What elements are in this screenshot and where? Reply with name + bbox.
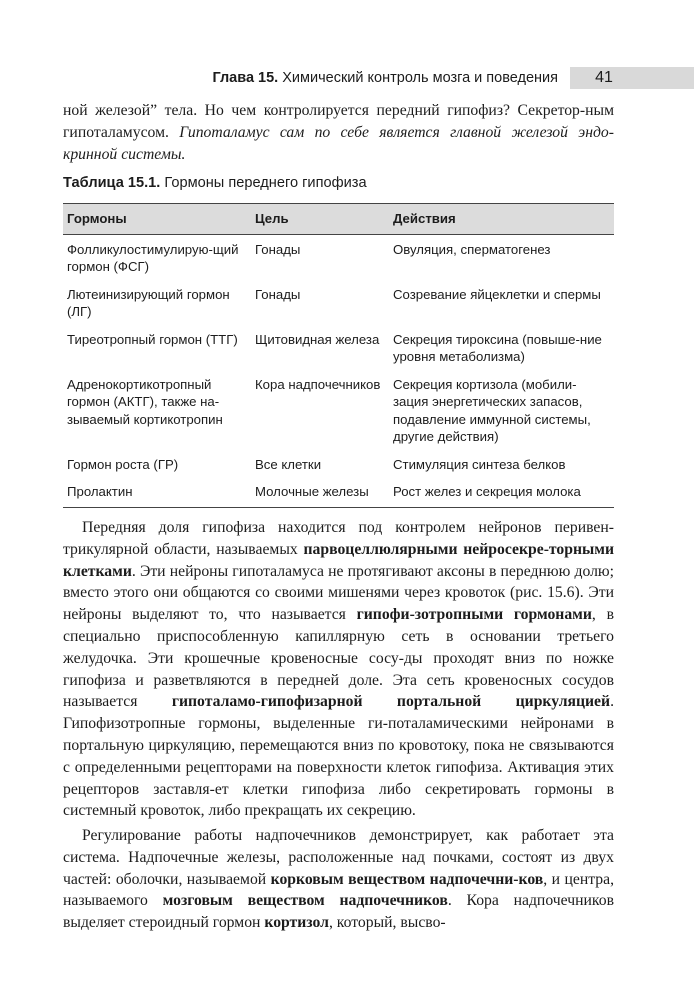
table-cell: Лютеинизирующий гормон (ЛГ) [67, 286, 230, 319]
table-cell: Гормон роста (ГР) [67, 456, 179, 472]
text-run: Передняя доля гипофиза находится под контролем нейронов перивен-трикулярной области, называемых [63, 519, 614, 558]
chapter-name: Химический контроль мозга и поведения [282, 70, 558, 86]
text-run: , который, высво- [328, 914, 446, 932]
text-run: , и центра, называемого [63, 870, 614, 910]
term-bold: кортизол [264, 914, 329, 932]
intro-paragraph [63, 100, 614, 165]
table-cell: Гонады [255, 241, 301, 257]
table-header-row [63, 204, 614, 235]
table-cell: Фолликулостимулирую-щий гормон (ФСГ) [67, 241, 239, 274]
table-cell: Кора надпочечников [255, 376, 381, 392]
page-number: 41 [595, 69, 613, 86]
running-header [0, 67, 694, 89]
intro-italic: Гипоталамус сам по себе является главной железой эндо-кринной системы. [63, 123, 614, 163]
text-run: . Эти нейроны гипоталамуса не протягивают аксоны в переднюю долю; вместо этого они общаются со своими мишенями через кровоток (рис. 15.6). Эти нейроны выделяют то, что называется [63, 562, 614, 624]
table-row [63, 370, 614, 450]
table-cell: Секреция тироксина (повыше-ние уровня метаболизма) [393, 331, 602, 364]
table-cell: Секреция кортизола (мобили-зация энергетических запасов, подавление иммунной системы, другие действия) [393, 376, 591, 444]
table-cell: Созревание яйцеклетки и спермы [393, 286, 601, 302]
table-row [63, 450, 614, 478]
text-run: Регулирование работы надпочечников демонстрирует, как работает эта система. Надпочечные железы, расположенные над почками, состоят из двух частей: оболочки, называемой [63, 827, 614, 888]
term-bold: парвоцеллюлярными нейросекре-торными клетками [63, 540, 614, 580]
term-bold: гипоталамо-гипофизарной портальной циркуляцией [171, 693, 611, 711]
table-cell: Тиреотропный гормон (ТТГ) [67, 331, 238, 347]
table-caption-label: Таблица 15.1. [63, 175, 161, 191]
term-bold: гипофи-зотропными гормонами [356, 606, 592, 624]
text-run: . Кора надпочечников выделяет стероидный гормон [63, 892, 614, 932]
table-cell: Гонады [255, 286, 301, 302]
body-paragraph-2 [63, 825, 614, 934]
chapter-title [212, 67, 558, 89]
table-cell: Пролактин [63, 477, 251, 507]
intro-text: ной железой” тела. Но чем контролируется передний гипофиз? Секретор-ным гипоталамусом. [63, 102, 614, 141]
table-row [63, 280, 614, 325]
column-header: Действия [389, 204, 614, 235]
table-row [63, 325, 614, 370]
table-cell: Щитовидная железа [255, 331, 380, 347]
table-cell: Овуляция, сперматогенез [393, 241, 551, 257]
table-cell: Молочные железы [251, 477, 389, 507]
table-cell: Адренокортикотропный гормон (АКТГ), также на-зываемый кортикотропин [67, 376, 223, 427]
table-caption-text: Гормоны переднего гипофиза [164, 175, 367, 191]
column-header: Цель [251, 204, 389, 235]
table-row [63, 477, 614, 507]
table-cell: Все клетки [255, 456, 322, 472]
term-bold: корковым веществом надпочечни-ков [270, 870, 544, 888]
hormones-table [63, 203, 614, 508]
table-row [63, 234, 614, 280]
text-run: . Гипофизотропные гормоны, выделенные ги-поталамическими нейронами в портальную циркуляцию, перемещаются вниз по кровотоку, пока не связываются с определенными рецепторами на поверхности клеток гипофиза. Активация этих рецепторов заставля-ет клетки гипофиза либо секретировать гормоны в системный кровоток, либо прекращать их секрецию. [63, 693, 614, 820]
table-cell: Рост желез и секреция молока [389, 477, 614, 507]
column-header: Гормоны [63, 204, 251, 235]
text-run: , в специально приспособленную капиллярную сеть в основании третьего желудочка. Эти крошечные кровеносные сосу-ды проходят вниз по ножке гипофиза и разветвляются в передней доле. Эта сеть кровеносных сосудов называется [63, 606, 614, 711]
table-cell: Стимуляция синтеза белков [393, 456, 566, 472]
body-paragraph-1 [63, 517, 614, 822]
term-bold: мозговым веществом надпочечников [162, 892, 448, 910]
chapter-label: Глава 15. [212, 70, 279, 86]
table-caption [63, 173, 367, 193]
